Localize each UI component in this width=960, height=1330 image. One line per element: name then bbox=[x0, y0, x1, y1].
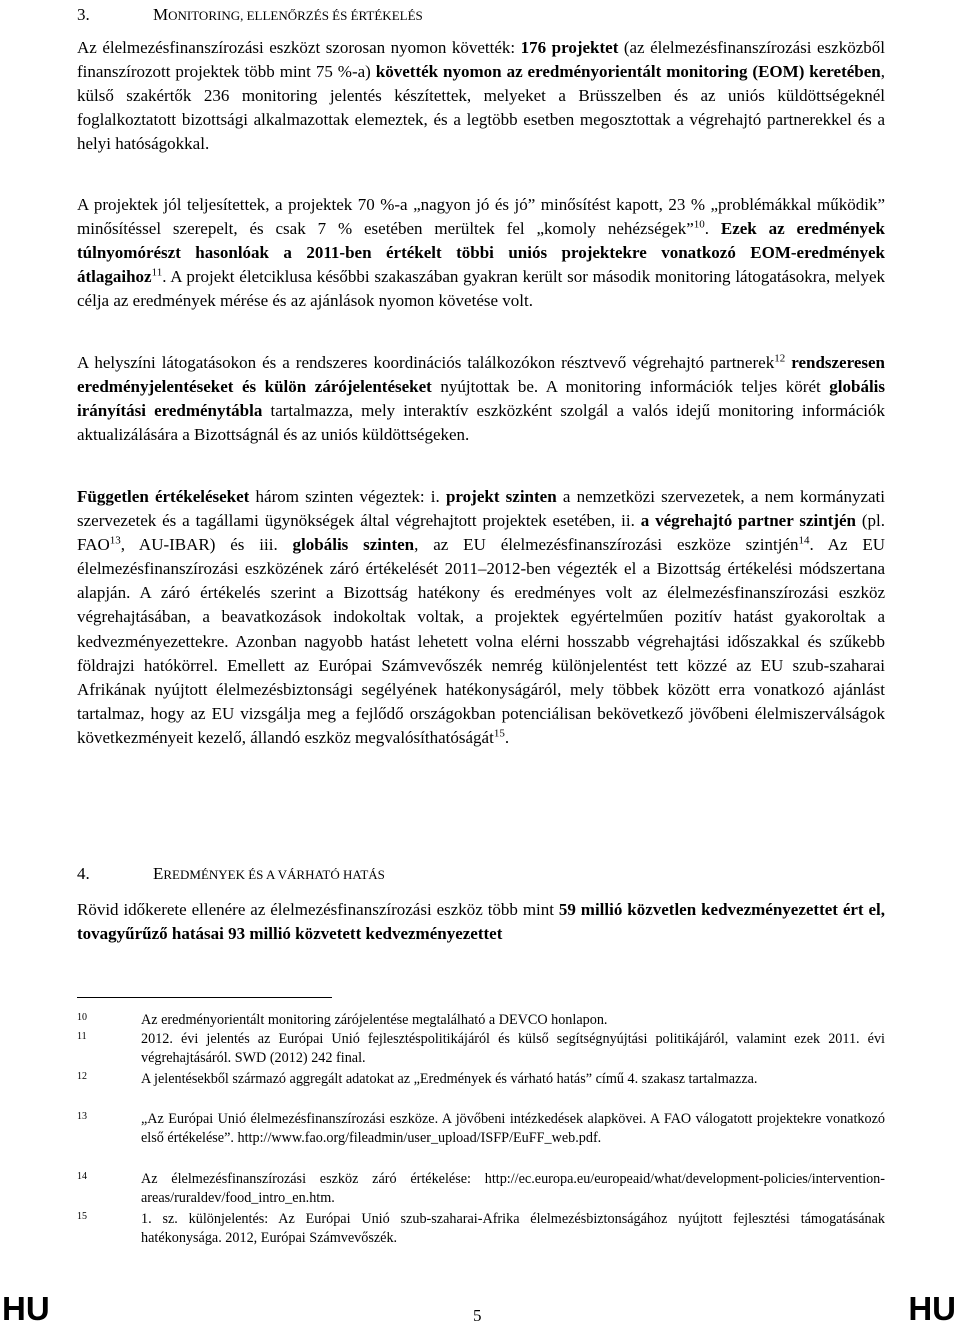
text: , AU-IBAR) és iii. bbox=[120, 535, 293, 555]
paragraph-partners bbox=[77, 351, 885, 447]
footnote bbox=[77, 1011, 885, 1030]
text: a nemzetközi szervezetek, a nem kormányzati szervezetek és a tagállami ügynökségek által végrehajtott projektek esetében, ii. bbox=[77, 487, 885, 531]
footnote-ref: 14 bbox=[798, 534, 810, 547]
bold-text: projekt szinten bbox=[445, 487, 557, 506]
footer-language-left: HU bbox=[2, 1290, 50, 1327]
footnote-number: 13 bbox=[77, 1111, 87, 1122]
bold-text: Független értékeléseket bbox=[77, 487, 250, 506]
text: nyújtottak be. A monitoring információk teljes körét bbox=[431, 377, 830, 397]
section-title: ONITORING, ELLENŐRZÉS ÉS ÉRTÉKELÉS bbox=[168, 8, 423, 23]
footnote bbox=[77, 1070, 885, 1089]
bold-text: rendszeresen eredményjelentéseket és külön zárójelentéseket bbox=[77, 353, 886, 397]
text: . Az EU élelmezésfinanszírozási eszközének záró értékelését 2011–2012-ben végezték el a Bizottság értékelési módszertana alapján. A záró értékelés szerint a Bizottság hatékony és eredményes volt az élelmezésfinanszírozási eszköz végrehajtásában, a beavatkozások indokoltak voltak, a projektek egyértelműen pozitív hatást gyakoroltak a kedvezményezettekre. Azonban nagyobb hatást lehetett volna elérni hosszabb végrehajtási időszakkal és szűkebb földrajzi hatókörrel. Emellett az Európai Számvevőszék nemrég különjelentést tett közzé az EU szub-szaharai Afrikának nyújtott élelmezésbiztonsági segélyének hatékonyságáról, mely többek között erra vonatkozó ajánlást tartalmaz, hogy az EU vizsgálja meg a fejlődő országokban potenciálisan bekövetkező jövőbeni élelmiszerválságok következményeit kezelő, állandó eszköz megvalósíthatóságát bbox=[77, 535, 885, 747]
footnote bbox=[77, 1210, 885, 1248]
text: (az élelmezésfinanszírozási eszközből finanszírozott projektek több mint 75 %-a) bbox=[77, 38, 885, 82]
section-title: REDMÉNYEK ÉS A VÁRHATÓ HATÁS bbox=[163, 867, 385, 882]
footnote-ref: 13 bbox=[109, 534, 121, 547]
footnote-separator bbox=[77, 997, 332, 998]
footnote bbox=[77, 1110, 885, 1148]
footnote-number: 12 bbox=[77, 1071, 87, 1082]
section-number: 3. bbox=[77, 5, 90, 24]
section-number: 4. bbox=[77, 864, 90, 883]
text: tartalmazza, mely interaktív eszközként szolgál a valós idejű monitoring információk aktualizálására a Bizottságnál és az uniós küldöttségeken. bbox=[77, 401, 885, 445]
text: , az EU élelmezésfinanszírozási eszköze szintjén bbox=[414, 535, 799, 555]
text: A helyszíni látogatásokon és a rendszeres koordinációs találkozókon résztvevő végrehajtó partnerek bbox=[77, 353, 775, 372]
paragraph-evaluations bbox=[77, 485, 885, 750]
footnote-number: 10 bbox=[77, 1012, 87, 1023]
text: A projektek jól teljesítettek, a projektek 70 %-a „nagyon jó és jó” minősítést kapott, 23 % „problémákkal működik” minősítéssel szerepelt, és csak 7 % esetében merültek fel „komoly nehézségek” bbox=[77, 195, 885, 239]
bold-text: a végrehajtó partner szintjén bbox=[640, 511, 856, 531]
text: három szinten végeztek: i. bbox=[249, 487, 446, 506]
text: , külső szakértők 236 monitoring jelentés készítettek, melyeket a Brüsszelben és az uniós küldöttségeknél foglalkoztatott bizottsági alkalmazottak elemeztek, és a legtöbb esetben megosztottak a végrehajtó partnerekkel és a helyi hatóságokkal. bbox=[77, 62, 886, 154]
text: Az élelmezésfinanszírozási eszközt szorosan nyomon követték: bbox=[77, 38, 521, 57]
text: . bbox=[704, 219, 721, 239]
section-3-heading bbox=[77, 5, 423, 25]
footnote-number: 15 bbox=[77, 1211, 87, 1222]
bold-text: Ezek az eredmények túlnyomórészt hasonlóak a 2011-ben értékelt többi uniós projektekre vonatkozó EOM-eredmények átlagaihoz bbox=[77, 219, 885, 287]
bold-text: 59 millió közvetlen kedvezményezettet ért el, tovagyűrűző hatásai 93 millió közvetett kedvezményezettet bbox=[77, 900, 885, 944]
bold-text: követték nyomon az eredményorientált monitoring (EOM) keretében bbox=[375, 62, 881, 82]
footnote-ref: 15 bbox=[493, 727, 505, 740]
page-number: 5 bbox=[473, 1306, 482, 1325]
text: (pl. FAO bbox=[77, 511, 885, 555]
section-title-initial: E bbox=[153, 864, 164, 883]
text: . bbox=[504, 727, 510, 747]
footnote-text: „Az Európai Unió élelmezésfinanszírozási eszköze. A jövőbeni intézkedések alapkövei. A FAO válogatott projektekre vonatkozó első értékelése”. http://www.fao.org/fileadmin/user_upload/ISFP/EuFF_web.pdf. bbox=[141, 1111, 885, 1147]
footnote bbox=[77, 1030, 885, 1068]
footnote-ref: 12 bbox=[774, 352, 786, 365]
paragraph-monitoring bbox=[77, 36, 885, 156]
paragraph-performance bbox=[77, 193, 885, 313]
section-title-initial: M bbox=[153, 5, 169, 24]
footnote-text: Az eredményorientált monitoring zárójelentése megtalálható a DEVCO honlapon. bbox=[141, 1012, 608, 1028]
footnote-number: 14 bbox=[77, 1171, 87, 1182]
text: . A projekt életciklusa későbbi szakaszában gyakran került sor második monitoring látogatásokra, melyek célja az eredmények mérése és az ajánlások nyomon követése volt. bbox=[77, 267, 885, 311]
footer-language-right: HU bbox=[908, 1290, 956, 1327]
footnote-text: Az élelmezésfinanszírozási eszköz záró értékelése: http://ec.europa.eu/europeaid/what/development-policies/intervention-areas/ruraldev/food_intro_en.htm. bbox=[141, 1171, 885, 1207]
footnote-text: 1. sz. különjelentés: Az Európai Unió szub-szaharai-Afrika élelmezésbiztonságához nyújtott fejlesztési támogatásának hatékonysága. 2012, Európai Számvevőszék. bbox=[141, 1211, 885, 1247]
footnote-text: A jelentésekből származó aggregált adatokat az „Eredmények és várható hatás” című 4. szakasz tartalmazza. bbox=[141, 1071, 758, 1087]
paragraph-results bbox=[77, 898, 885, 946]
bold-text: globális irányítási eredménytábla bbox=[77, 377, 886, 421]
footnote-text: 2012. évi jelentés az Európai Unió fejlesztéspolitikájáról és külső segítségnyújtási politikájáról, valamint ezek 2011. évi végrehajtásáról. SWD (2012) 242 final. bbox=[141, 1031, 885, 1067]
footnote-ref: 10 bbox=[693, 218, 705, 231]
bold-text: 176 projektet bbox=[520, 38, 619, 57]
footnote-ref: 11 bbox=[151, 266, 163, 279]
bold-text: globális szinten bbox=[292, 535, 415, 555]
text: Rövid időkerete ellenére az élelmezésfinanszírozási eszköz több mint bbox=[77, 900, 559, 919]
section-4-heading bbox=[77, 864, 385, 884]
footnote-number: 11 bbox=[77, 1031, 87, 1042]
footnote bbox=[77, 1170, 885, 1208]
